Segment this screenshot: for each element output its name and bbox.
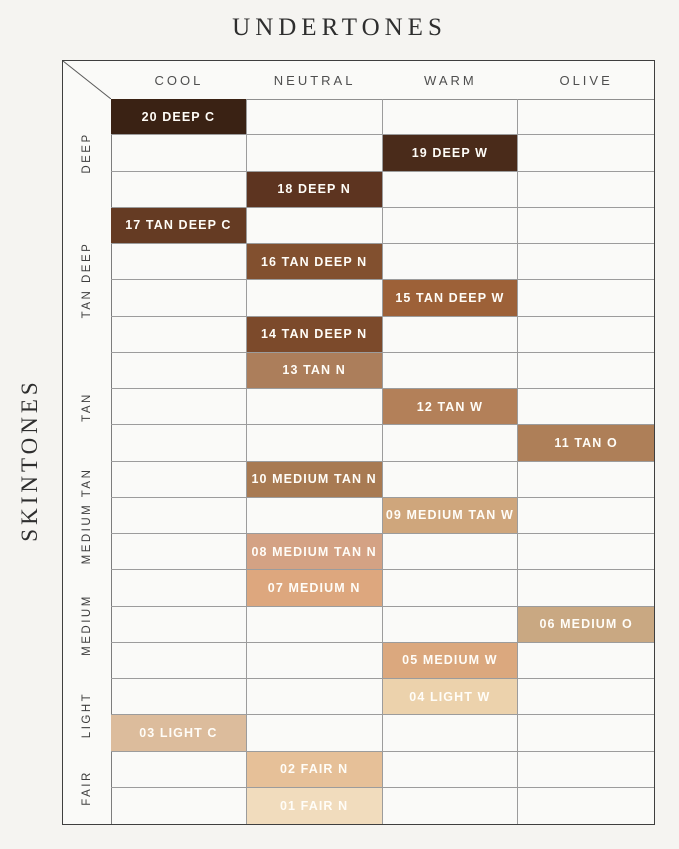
row-group-label: DEEP [81,132,93,175]
grid-cell-empty [111,425,247,461]
grid-cell-empty [518,679,654,715]
shade-label: 02 FAIR N [280,762,349,777]
shade-cell [247,752,383,788]
grid-cell-empty [518,135,654,171]
row-group-label: FAIR [81,769,93,806]
grid-cell-empty [518,570,654,606]
grid-cell-empty [247,498,383,534]
grid-cell-empty [518,280,654,316]
grid-cell-empty [383,353,519,389]
corner-diagonal-line [63,61,111,99]
grid-cell-empty [383,172,519,208]
grid-cell-empty [111,679,247,715]
grid-cell-empty [383,462,519,498]
row-group-label: LIGHT [81,692,93,739]
shade-cell [518,425,654,461]
grid-cell-empty [383,570,519,606]
shade-label: 20 DEEP C [141,109,216,124]
grid-cell-empty [247,715,383,751]
undertones-axis-title: UNDERTONES [232,14,447,41]
shade-label: 15 TAN DEEP W [395,290,505,305]
grid-cell-empty [111,389,247,425]
grid-cell-empty [518,788,654,824]
grid-cell-empty [518,244,654,280]
shade-label: 16 TAN DEEP N [261,254,368,269]
grid-cell-empty [383,534,519,570]
grid-cell-empty [111,462,247,498]
row-group-label: TAN [81,392,93,422]
grid-cell-empty [111,353,247,389]
grid-cell-empty [518,752,654,788]
grid-cell-empty [383,208,519,244]
shade-label: 06 MEDIUM O [539,617,633,632]
grid-cell-empty [247,643,383,679]
shade-label: 19 DEEP W [411,145,489,160]
shade-label: 17 TAN DEEP C [125,218,232,233]
shade-cell [383,389,519,425]
row-group-label: MEDIUM [81,593,93,656]
grid-cell-empty [111,752,247,788]
grid-cell-empty [111,643,247,679]
shade-label: 01 FAIR N [280,798,349,813]
grid-cell-empty [111,172,247,208]
shade-label: 05 MEDIUM W [402,653,498,668]
column-header-olive: OLIVE [559,73,613,88]
grid-cell-empty [383,244,519,280]
grid-cell-empty [518,172,654,208]
grid-cell-empty [111,135,247,171]
shade-cell [247,317,383,353]
grid-cell-empty [247,280,383,316]
grid-cell-empty [518,462,654,498]
shade-label: 13 TAN N [282,363,346,378]
shade-label: 09 MEDIUM TAN W [385,508,514,523]
column-header-cool: COOL [154,73,204,88]
row-group-label: MEDIUM TAN [81,467,93,565]
grid-cell-empty [111,244,247,280]
skintones-axis-title: SKINTONES [17,378,42,542]
grid-cell-empty [111,788,247,824]
grid-cell-empty [518,715,654,751]
shade-label: 04 LIGHT W [409,689,491,704]
shade-label: 18 DEEP N [277,182,351,197]
shade-cell [247,788,383,824]
shade-cell [247,244,383,280]
grid-cell-empty [111,534,247,570]
grid-cell-empty [518,317,654,353]
grid-cell-empty [247,425,383,461]
grid-cell-empty [247,208,383,244]
shade-cell [518,607,654,643]
grid-cell-empty [518,534,654,570]
grid-cell-empty [518,389,654,425]
grid-cell-empty [247,99,383,135]
shade-cell [383,643,519,679]
shade-cell [383,135,519,171]
shade-cell [111,715,247,751]
grid-cell-empty [247,135,383,171]
grid-cell-empty [518,353,654,389]
grid-cell-empty [518,498,654,534]
shade-cell [247,462,383,498]
grid-cell-empty [383,752,519,788]
shade-cell [111,208,247,244]
shade-cell [383,498,519,534]
grid-cell-empty [383,715,519,751]
column-header-warm: WARM [424,73,477,88]
shade-label: 07 MEDIUM N [267,580,361,595]
shade-cell [247,353,383,389]
grid-cell-empty [111,280,247,316]
shade-label: 08 MEDIUM TAN N [251,544,377,559]
grid-cell-empty [383,607,519,643]
shade-label: 03 LIGHT C [139,725,218,740]
shade-cell [247,570,383,606]
shade-label: 11 TAN O [554,435,618,450]
grid-cell-empty [111,498,247,534]
shade-cell [111,99,247,135]
grid-cell-empty [247,679,383,715]
shade-cell [247,534,383,570]
grid-cell-empty [518,643,654,679]
shade-cell [383,679,519,715]
grid-cell-empty [383,317,519,353]
shade-cell [383,280,519,316]
grid-cell-empty [111,607,247,643]
grid-cell-empty [111,317,247,353]
column-header-neutral: NEUTRAL [273,73,356,88]
shade-matrix [62,60,655,825]
shade-label: 10 MEDIUM TAN N [251,472,377,487]
grid-cell-empty [383,788,519,824]
shade-label: 14 TAN DEEP N [261,327,368,342]
grid-cell-empty [247,607,383,643]
grid-cell-empty [247,389,383,425]
grid-cell-empty [383,425,519,461]
shade-label: 12 TAN W [416,399,483,414]
grid-cell-empty [518,99,654,135]
shade-cell [247,172,383,208]
row-group-label: TAN DEEP [81,241,93,319]
grid-cell-empty [111,570,247,606]
grid-cell-empty [383,99,519,135]
grid-cell-empty [518,208,654,244]
